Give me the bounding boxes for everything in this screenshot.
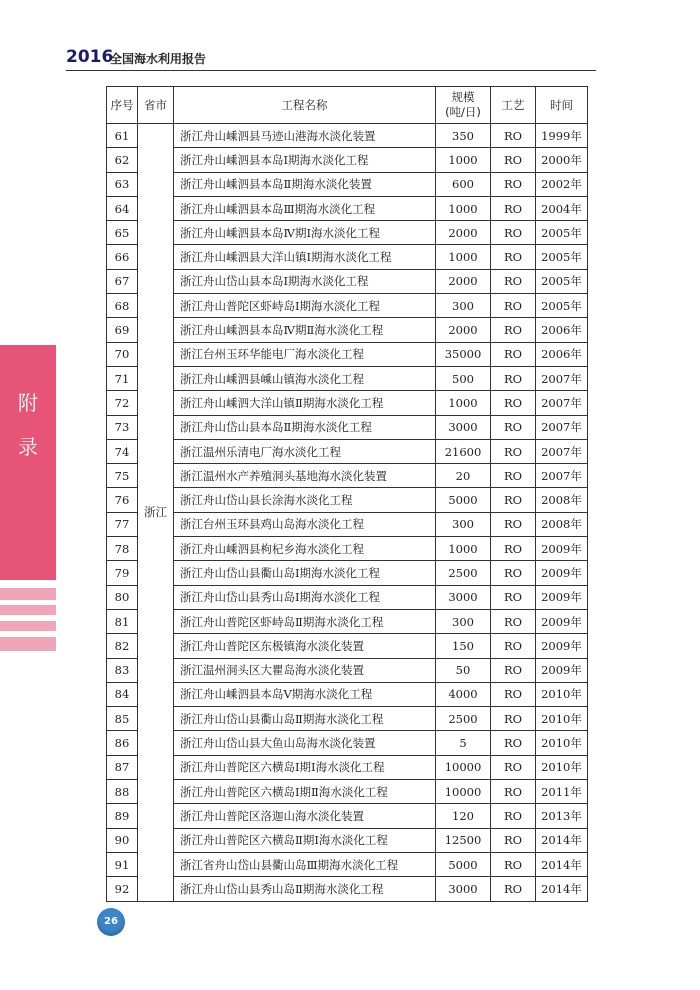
table-row (107, 634, 588, 658)
project-scale: 300 (436, 294, 491, 318)
project-scale: 5 (436, 731, 491, 755)
row-index: 85 (107, 707, 138, 731)
project-name: 浙江舟山普陀区洛迦山海水淡化装置 (174, 804, 436, 828)
project-process: RO (491, 755, 536, 779)
project-process: RO (491, 609, 536, 633)
row-index: 90 (107, 828, 138, 852)
project-scale: 150 (436, 634, 491, 658)
row-index: 78 (107, 537, 138, 561)
table-row (107, 245, 588, 269)
project-name: 浙江舟山嵊泗县本岛Ⅳ期Ⅱ海水淡化工程 (174, 318, 436, 342)
project-scale: 1000 (436, 148, 491, 172)
table-row (107, 439, 588, 463)
col-header-process: 工艺 (491, 87, 536, 124)
report-year: 2016 (66, 47, 114, 67)
project-process: RO (491, 512, 536, 536)
project-time: 1999年 (536, 124, 588, 148)
project-name: 浙江舟山嵊泗县嵊山镇海水淡化工程 (174, 366, 436, 390)
project-process: RO (491, 124, 536, 148)
project-name: 浙江舟山嵊泗县马迹山港海水淡化装置 (174, 124, 436, 148)
table-row (107, 731, 588, 755)
row-index: 81 (107, 609, 138, 633)
project-time: 2010年 (536, 755, 588, 779)
row-index: 69 (107, 318, 138, 342)
row-index: 64 (107, 196, 138, 220)
project-scale: 2000 (436, 269, 491, 293)
project-process: RO (491, 731, 536, 755)
project-time: 2010年 (536, 731, 588, 755)
side-tab-char-2: 录 (18, 435, 38, 459)
project-time: 2004年 (536, 196, 588, 220)
project-process: RO (491, 269, 536, 293)
table-row (107, 852, 588, 876)
row-index: 83 (107, 658, 138, 682)
report-title: 全国海水利用报告 (110, 52, 207, 66)
project-name: 浙江舟山岱山县秀山岛Ⅰ期海水淡化工程 (174, 585, 436, 609)
col-header-scale-label: 规模 (451, 90, 475, 104)
decorative-stripe (0, 637, 56, 651)
project-time: 2013年 (536, 804, 588, 828)
table-row (107, 877, 588, 901)
project-scale: 1000 (436, 537, 491, 561)
row-index: 82 (107, 634, 138, 658)
project-time: 2007年 (536, 366, 588, 390)
table-row (107, 464, 588, 488)
project-process: RO (491, 488, 536, 512)
row-index: 67 (107, 269, 138, 293)
project-name: 浙江舟山嵊泗县本岛Ⅱ期海水淡化装置 (174, 172, 436, 196)
project-process: RO (491, 585, 536, 609)
project-name: 浙江舟山嵊泗县本岛Ⅳ期Ⅰ海水淡化工程 (174, 221, 436, 245)
project-scale: 3000 (436, 585, 491, 609)
row-index: 74 (107, 439, 138, 463)
project-scale: 2000 (436, 221, 491, 245)
table-row (107, 537, 588, 561)
project-scale: 3000 (436, 877, 491, 901)
table-row (107, 755, 588, 779)
project-time: 2002年 (536, 172, 588, 196)
project-scale: 500 (436, 366, 491, 390)
table-row (107, 512, 588, 536)
row-index: 88 (107, 780, 138, 804)
decorative-stripe (0, 588, 56, 600)
project-process: RO (491, 464, 536, 488)
table-row (107, 609, 588, 633)
row-index: 73 (107, 415, 138, 439)
project-process: RO (491, 537, 536, 561)
project-time: 2008年 (536, 488, 588, 512)
row-index: 92 (107, 877, 138, 901)
project-name: 浙江温州乐清电厂海水淡化工程 (174, 439, 436, 463)
project-time: 2006年 (536, 318, 588, 342)
project-time: 2014年 (536, 828, 588, 852)
project-scale: 1000 (436, 245, 491, 269)
project-process: RO (491, 707, 536, 731)
project-scale: 12500 (436, 828, 491, 852)
project-process: RO (491, 852, 536, 876)
project-scale: 120 (436, 804, 491, 828)
decorative-stripe (0, 605, 56, 615)
project-process: RO (491, 196, 536, 220)
project-time: 2005年 (536, 221, 588, 245)
project-process: RO (491, 318, 536, 342)
table-row (107, 148, 588, 172)
project-time: 2007年 (536, 464, 588, 488)
col-header-province: 省市 (138, 87, 174, 124)
running-header (66, 47, 606, 69)
project-time: 2010年 (536, 682, 588, 706)
project-name: 浙江舟山嵊泗县本岛Ⅴ期海水淡化工程 (174, 682, 436, 706)
project-time: 2009年 (536, 609, 588, 633)
project-name: 浙江舟山嵊泗县枸杞乡海水淡化工程 (174, 537, 436, 561)
project-scale: 10000 (436, 780, 491, 804)
project-time: 2008年 (536, 512, 588, 536)
table-row (107, 828, 588, 852)
project-time: 2007年 (536, 415, 588, 439)
project-scale: 300 (436, 609, 491, 633)
project-name: 浙江舟山普陀区六横岛Ⅰ期Ⅱ海水淡化工程 (174, 780, 436, 804)
table-row (107, 780, 588, 804)
project-time: 2009年 (536, 561, 588, 585)
project-time: 2005年 (536, 294, 588, 318)
col-header-scale (436, 87, 491, 124)
table-row (107, 561, 588, 585)
project-name: 浙江台州玉环华能电厂海水淡化工程 (174, 342, 436, 366)
col-header-time: 时间 (536, 87, 588, 124)
side-tab-char-1: 附 (18, 391, 38, 415)
row-index: 79 (107, 561, 138, 585)
project-time: 2005年 (536, 269, 588, 293)
desalination-projects-table (106, 86, 588, 902)
table-row (107, 124, 588, 148)
project-name: 浙江舟山岱山县本岛Ⅱ期海水淡化工程 (174, 415, 436, 439)
project-process: RO (491, 634, 536, 658)
col-header-index: 序号 (107, 87, 138, 124)
table-row (107, 804, 588, 828)
project-scale: 1000 (436, 391, 491, 415)
table-row (107, 318, 588, 342)
project-name: 浙江舟山普陀区六横岛Ⅰ期Ⅰ海水淡化工程 (174, 755, 436, 779)
project-name: 浙江舟山嵊泗县本岛Ⅲ期海水淡化工程 (174, 196, 436, 220)
project-time: 2007年 (536, 439, 588, 463)
project-name: 浙江舟山普陀区六横岛Ⅱ期Ⅰ海水淡化工程 (174, 828, 436, 852)
page-number-badge: 26 (97, 908, 125, 936)
table-row (107, 294, 588, 318)
table-header-row (107, 87, 588, 124)
project-name: 浙江舟山岱山县大鱼山岛海水淡化装置 (174, 731, 436, 755)
project-process: RO (491, 245, 536, 269)
col-header-scale-unit: (吨/日) (445, 105, 481, 119)
table-row (107, 366, 588, 390)
table-row (107, 221, 588, 245)
project-scale: 300 (436, 512, 491, 536)
project-process: RO (491, 780, 536, 804)
project-scale: 35000 (436, 342, 491, 366)
project-process: RO (491, 415, 536, 439)
project-scale: 10000 (436, 755, 491, 779)
col-header-name: 工程名称 (174, 87, 436, 124)
project-time: 2009年 (536, 658, 588, 682)
row-index: 70 (107, 342, 138, 366)
project-scale: 3000 (436, 415, 491, 439)
project-process: RO (491, 682, 536, 706)
table-row (107, 658, 588, 682)
row-index: 61 (107, 124, 138, 148)
table-row (107, 488, 588, 512)
project-process: RO (491, 658, 536, 682)
project-name: 浙江舟山岱山县本岛Ⅰ期海水淡化工程 (174, 269, 436, 293)
province-cell: 浙江 (138, 124, 174, 902)
row-index: 80 (107, 585, 138, 609)
project-time: 2005年 (536, 245, 588, 269)
project-name: 浙江舟山普陀区虾峙岛Ⅱ期海水淡化工程 (174, 609, 436, 633)
project-process: RO (491, 439, 536, 463)
project-name: 浙江温州洞头区大瞿岛海水淡化装置 (174, 658, 436, 682)
project-name: 浙江舟山岱山县衢山岛Ⅰ期海水淡化工程 (174, 561, 436, 585)
project-scale: 5000 (436, 488, 491, 512)
project-name: 浙江舟山岱山县秀山岛Ⅱ期海水淡化工程 (174, 877, 436, 901)
project-scale: 1000 (436, 196, 491, 220)
project-process: RO (491, 366, 536, 390)
project-process: RO (491, 294, 536, 318)
project-process: RO (491, 877, 536, 901)
row-index: 75 (107, 464, 138, 488)
table-row (107, 342, 588, 366)
project-process: RO (491, 391, 536, 415)
project-time: 2000年 (536, 148, 588, 172)
project-name: 浙江舟山岱山县衢山岛Ⅱ期海水淡化工程 (174, 707, 436, 731)
row-index: 66 (107, 245, 138, 269)
project-process: RO (491, 342, 536, 366)
row-index: 86 (107, 731, 138, 755)
row-index: 72 (107, 391, 138, 415)
row-index: 63 (107, 172, 138, 196)
project-name: 浙江舟山嵊泗县大洋山镇Ⅰ期海水淡化工程 (174, 245, 436, 269)
table-row (107, 172, 588, 196)
project-process: RO (491, 561, 536, 585)
row-index: 76 (107, 488, 138, 512)
project-time: 2007年 (536, 391, 588, 415)
project-name: 浙江省舟山岱山县衢山岛Ⅲ期海水淡化工程 (174, 852, 436, 876)
row-index: 87 (107, 755, 138, 779)
project-scale: 21600 (436, 439, 491, 463)
decorative-stripe (0, 621, 56, 631)
project-process: RO (491, 172, 536, 196)
project-name: 浙江舟山嵊泗大洋山镇Ⅱ期海水淡化工程 (174, 391, 436, 415)
row-index: 84 (107, 682, 138, 706)
table-row (107, 269, 588, 293)
project-scale: 2000 (436, 318, 491, 342)
table-row (107, 415, 588, 439)
project-scale: 5000 (436, 852, 491, 876)
row-index: 62 (107, 148, 138, 172)
project-time: 2009年 (536, 585, 588, 609)
project-time: 2011年 (536, 780, 588, 804)
project-time: 2006年 (536, 342, 588, 366)
appendix-side-tab (0, 345, 56, 580)
project-process: RO (491, 804, 536, 828)
project-process: RO (491, 221, 536, 245)
project-process: RO (491, 148, 536, 172)
project-name: 浙江舟山普陀区东极镇海水淡化装置 (174, 634, 436, 658)
project-scale: 350 (436, 124, 491, 148)
project-time: 2014年 (536, 877, 588, 901)
project-name: 浙江舟山普陀区虾峙岛Ⅰ期海水淡化工程 (174, 294, 436, 318)
project-scale: 20 (436, 464, 491, 488)
table-row (107, 391, 588, 415)
row-index: 68 (107, 294, 138, 318)
project-name: 浙江台州玉环县鸡山岛海水淡化工程 (174, 512, 436, 536)
project-name: 浙江温州水产养殖洞头基地海水淡化装置 (174, 464, 436, 488)
project-scale: 2500 (436, 561, 491, 585)
table-row (107, 707, 588, 731)
project-name: 浙江舟山嵊泗县本岛Ⅰ期海水淡化工程 (174, 148, 436, 172)
project-time: 2009年 (536, 634, 588, 658)
project-scale: 4000 (436, 682, 491, 706)
project-scale: 2500 (436, 707, 491, 731)
row-index: 65 (107, 221, 138, 245)
project-time: 2014年 (536, 852, 588, 876)
project-process: RO (491, 828, 536, 852)
header-divider (66, 70, 596, 71)
row-index: 89 (107, 804, 138, 828)
row-index: 71 (107, 366, 138, 390)
row-index: 91 (107, 852, 138, 876)
row-index: 77 (107, 512, 138, 536)
table-row (107, 585, 588, 609)
table-row (107, 196, 588, 220)
project-name: 浙江舟山岱山县长涂海水淡化工程 (174, 488, 436, 512)
project-time: 2010年 (536, 707, 588, 731)
table-row (107, 682, 588, 706)
project-scale: 600 (436, 172, 491, 196)
project-scale: 50 (436, 658, 491, 682)
project-time: 2009年 (536, 537, 588, 561)
